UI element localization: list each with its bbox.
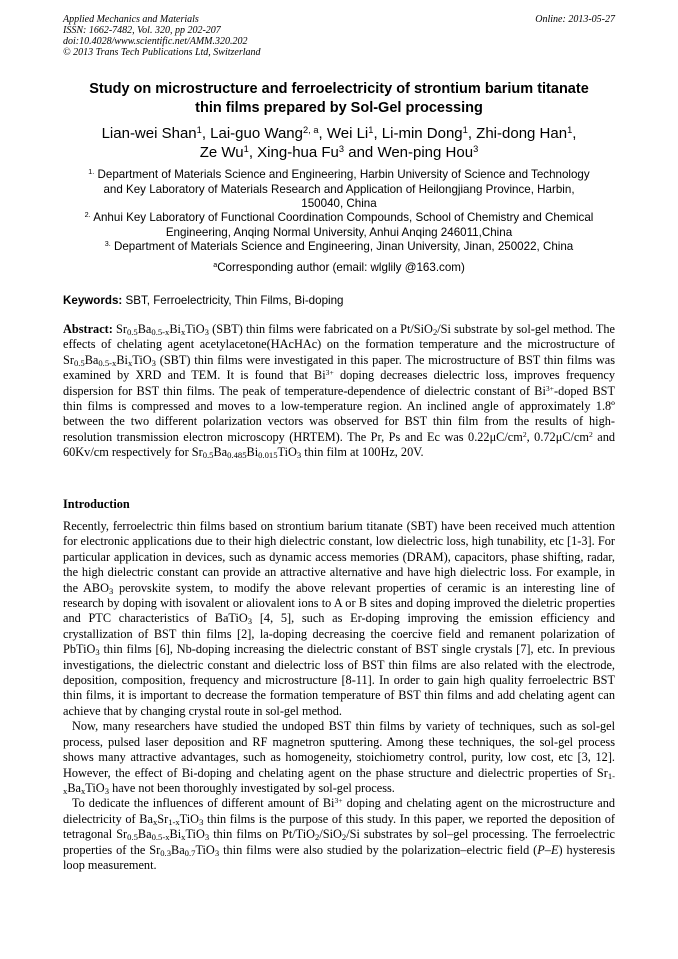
section-heading-introduction: Introduction [63,497,130,511]
running-header [63,14,615,58]
author-name: Wei Li [326,125,369,142]
abstract-text: and 60Kv/cm respectively for [63,429,615,460]
corresponding-mark: a [213,260,218,270]
title-line-2: thin films prepared by Sol-Gel processing [195,100,483,116]
keywords-text: SBT, Ferroelectricity, Thin Films, Bi-doping [125,294,344,307]
author-affil-mark: 1 [368,124,374,135]
affiliation-mark: 2. [84,210,91,220]
corresponding-text: Corresponding author (email: wlglily @163.com) [217,261,465,274]
author-and: and [348,144,374,161]
intro-paragraph-3: To dedicate the influences of different amount of $Bi^{3+}$ doping and chelating agent on the microstructure and dielectricity of $Ba_xSr_{1-x}TiO_3$ thin films is the purpose of this study. In this paper, we reported the deposition of tetragonal $Sr_{0.5}Ba_{0.5-x}Bi_xTiO_3$ thin films on Pt/TiO$_2$/SiO$_2$/Si substrates by sol–gel processing. The ferroelectric properties of the $Sr_{0.3}Ba_{0.7}TiO_3$ thin films were also studied by the polarization–electric field (P–E) hysteresis loop measurement. [63,796,615,872]
abstract-text: thin film at 100Hz, 20V. [304,445,424,460]
paragraph-text: /Si substrates by sol–gel processing. The ferroelectric properties of the [63,827,615,857]
abstract-text: (SBT) thin films were fabricated on a Pt/SiO [212,322,433,336]
paragraph-text: To dedicate the influences of different amount of Bi [72,796,335,811]
author-name: Ze Wu [199,144,244,161]
intro-paragraph-2: Now, many researchers have studied the undoped BST thin films by variety of techniques, such as sol-gel process, pulsed laser deposition and RF magnetron sputtering. Among these techniques, the sol-gel process shows many attractive advantages, such as homogeneity, stoichiometry control, purity, low cost, etc [3, 12]. However, the effect of Bi-doping and chelating agent on the phase structure and dielectric properties of $Sr_{1-x}Ba_xTiO_3$ have not been thoroughly investigated by sol-gel process. [63,719,615,797]
author-affil-mark: 1 [243,143,249,154]
paragraph-text: thin films is the purpose of this study. In this paper, we reported the deposition of tetragonal [63,811,615,842]
abstract-label: Abstract: [63,322,113,336]
abstract-text: /Si substrate by sol-gel method. The effects of chelating agent acetylacetone(HAcHAc) on the formation temperature and the microstructure of [63,322,616,352]
author-affil-mark: 1 [567,124,573,135]
keywords-label: Keywords: [63,294,123,307]
affiliation-2 [62,211,616,240]
journal-name: Applied Mechanics and Materials [63,14,199,25]
introduction-body [63,519,615,873]
title-line-1: Study on microstructure and ferroelectricity of strontium barium titanate [89,81,589,97]
abstract-text: (SBT) thin films were investigated in this paper. The microstructure of BST thin films was examined by XRD and TEM. It is found that Bi [63,352,615,383]
affiliation-mark: 3. [104,239,111,249]
author-affil-mark: 1 [196,124,202,135]
author-name: Zhi-dong Han [476,125,568,142]
abstract-text: doping decreases dielectric loss, improves frequency dispersion for BST thin films. The peak of temperature-dependence of dielectric constant of Bi [63,368,615,398]
abstract-text: , 0.72μC/cm [526,429,589,444]
paragraph-text: thin films on Pt/TiO [213,827,316,842]
copyright-line: © 2013 Trans Tech Publications Ltd, Switzerland [63,47,261,58]
paragraph-text: perovskite system, to modify the above relevant properties of ceramic is an interesting line of research by doping with isovalent or aliovalent ions to A or B sites and doping improved the dieletric properties and PTC characteristics of BaTiO [63,580,615,626]
affiliation-text: Department of Materials Science and Engineering, Jinan University, Jinan, 250022, China [113,240,574,253]
affiliation-text: Department of Materials Science and Engineering, Harbin University of Science and Technology [97,168,590,181]
abstract-paragraph: Abstract: $Sr_{0.5}Ba_{0.5-x}Bi_xTiO_3$ (SBT) thin films were fabricated on a Pt/SiO$_2$/Si substrate by sol-gel method. The effects of chelating agent acetylacetone(HAcHAc) on the formation temperature and the microstructure of $Sr_{0.5}Ba_{0.5-x}Bi_xTiO_3$ (SBT) thin films were investigated in this paper. The microstructure of BST thin films was examined by XRD and TEM. It is found that $Bi^{3+}$ doping decreases dielectric loss, improves frequency dispersion for BST thin films. The peak of temperature-dependence of dielectric constant of $Bi^{3+}$-doped BST thin films is compressed and moves to a low-temperature region. An inclined angle of approximately 1.8º between the two different polarization vectors was observed for BST thin film from the results of high-resolution transmission electron microscopy (HRTEM). The Pr, Ps and Ec was $0.22\mu C/cm^2$, $0.72\mu C/cm^2$ and 60Kv/cm respectively for $Sr_{0.5}Ba_{0.485}Bi_{0.015}TiO_3$ thin film at 100Hz, 20V. [63,322,616,461]
affiliation-line: Engineering, Anqing Normal University, Anhui Anqing 246011,China [165,225,513,239]
paragraph-text: have not been thoroughly investigated by sol-gel process. [112,780,395,795]
keywords [63,293,615,308]
online-date: Online: 2013-05-27 [535,14,615,25]
author-affil-mark: 3 [473,143,479,154]
abstract [63,322,615,461]
author-name: Li-min Dong [381,125,463,142]
affiliation-3 [62,240,616,255]
author-affil-mark: 1 [462,124,468,135]
affiliation-mark: 1. [88,167,95,177]
paragraph-text: thin films were also studied by the polarization–electric field ( [223,842,538,857]
paper-title [40,80,638,118]
affiliation-line [62,168,616,183]
author-line-2: Ze Wu$^1$, Xing-hua Fu$^3$ and Wen-ping Hou$^3$ [199,143,479,161]
corresponding-author [40,260,638,276]
paragraph-text: /SiO [319,827,342,842]
affiliation-line [62,240,616,255]
affiliation-line: 150040, China [301,197,377,210]
paragraph-text: [4, 5], such as Er-doping improving the emission efficiency and crystallization of BST thin films [2], la-doping decreasing the coercive field and remanent polarization of PbTiO [63,611,615,657]
author-list [40,124,638,162]
paragraph-text: Now, many researchers have studied the undoped BST thin films by variety of techniques, such as sol-gel process, pulsed laser deposition and RF magnetron sputtering. Among these techniques, the sol-gel process shows many attractive advantages, such as homogeneity, stoichiometry control, purity, low cost, etc [3, 12]. However, the effect of Bi-doping and chelating agent on the phase structure and dielectric properties of [63,719,615,780]
abstract-text: -doped BST thin films is compressed and moves to a low-temperature region. An inclined angle of approximately 1.8º between the two different polarization vectors was observed for BST thin film from the results of high-resolution transmission electron microscopy (HRTEM). The Pr, Ps and Ec was 0.22μC/cm [63,383,616,444]
author-affil-mark: 2, a [303,124,319,135]
affiliation-line [62,211,616,226]
pe-italic: P–E [537,842,559,857]
intro-paragraph-1: Recently, ferroelectric thin films based on strontium barium titanate (SBT) have been received much attention for electronic applications due to their high dielectric constant, low dielectric loss, high tunability, etc [1-3]. For particular application in devices, such as dynamic access memories (DRAM), capacitors, phase shifting, radar, the high dielectric constant can provide an attractive alternative and have high dielectric loss. For example, in the $ABO_3$ perovskite system, to modify the above relevant properties of ceramic is an interesting line of research by doping with isovalent or aliovalent ions to A or B sites and doping improved the dieletric properties and PTC characteristics of BaTiO$_3$ [4, 5], such as Er-doping improving the emission efficiency and crystallization of BST thin films [2], la-doping decreasing the coercive field and remanent polarization of PbTiO$_3$ thin films [6], Nb-doping increasing the dielectric constant of BST single crystals [7], etc. In previous investigations, the dielectric constant and dielectric loss of BST thin films are also related with the electrode, deposition, composition, frequency and microstructure [8-11]. In order to gain high quality ferroelectric BST thin films, it is important to decrease the formation temperature of BST thin films and add chelating agent can achieve that by changing crystal route in sol-gel method. [63,519,615,718]
paragraph-text: thin films [6], Nb-doping increasing the dielectric constant of BST single crystals [7], etc. In previous investigations, the dielectric constant and dielectric loss of BST thin films are also related with the electrode, deposition, composition, frequency and microstructure [8-11]. In order to gain high quality ferroelectric BST thin films, it is important to decrease the formation temperature of BST thin films and add chelating agent can achieve that by changing crystal route in sol-gel method. [63,642,615,718]
issn-line: ISSN: 1662-7482, Vol. 320, pp 202-207 [63,25,221,36]
author-name: Lai-guo Wang [210,125,303,142]
author-affil-mark: 3 [338,143,345,154]
affiliation-1 [62,168,616,212]
author-line-1: Lian-wei Shan$^1$, Lai-guo Wang$^{2, a}$, Wei Li$^1$, Li-min Dong$^1$, Zhi-dong Han$^1$, [101,124,577,142]
author-name: Wen-ping Hou [377,144,474,161]
paragraph-text: doping and chelating agent on the microstructure and dielectricity of [63,796,615,826]
affiliation-line: and Key Laboratory of Materials Research and Application of Heilongjiang Province, Harbin, [103,182,575,196]
author-name: Lian-wei Shan [101,125,197,142]
author-name: Xing-hua Fu [257,144,339,161]
doi-line: doi:10.4028/www.scientific.net/AMM.320.202 [63,36,248,47]
affiliation-text: Anhui Key Laboratory of Functional Coordination Compounds, School of Chemistry and Chemical [93,211,594,224]
paragraph-text: Recently, ferroelectric thin films based on strontium barium titanate (SBT) have been received much attention for electronic applications due to their high dielectric constant, low dielectric loss, high tunability, etc [1-3]. For particular application in devices, such as dynamic access memories (DRAM), capacitors, phase shifting, radar, the high dielectric constant can provide an attractive alternative and have high dielectric loss. For example, in the ABO [63,519,615,595]
paragraph-text: ) hysteresis loop measurement. [63,842,615,872]
